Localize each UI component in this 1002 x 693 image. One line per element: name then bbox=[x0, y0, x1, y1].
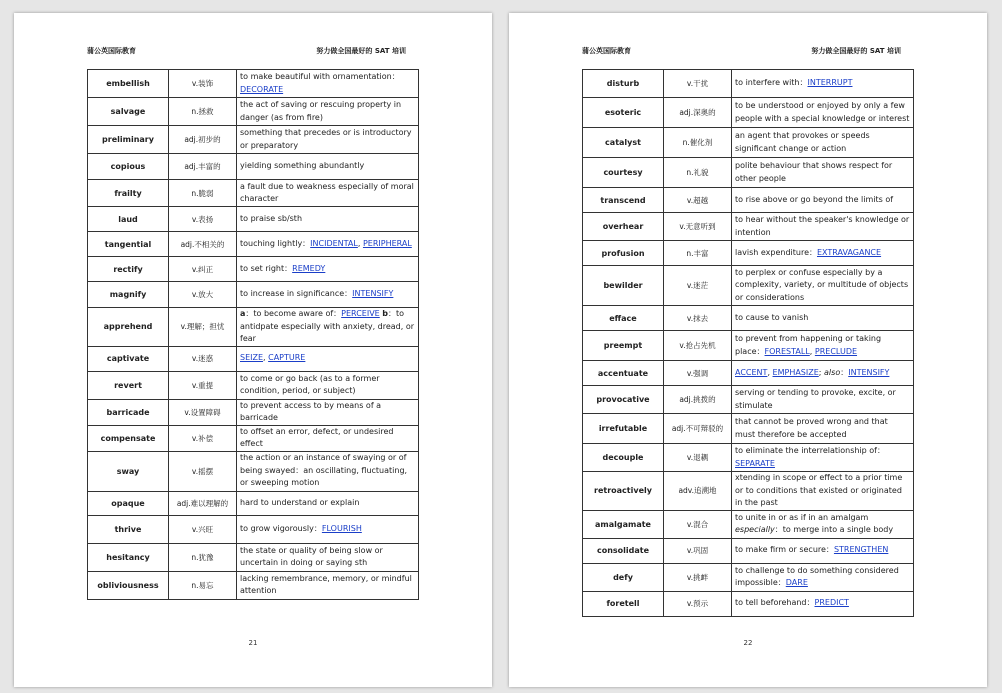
table-row bbox=[583, 331, 914, 361]
definition bbox=[732, 591, 914, 616]
page-number: 21 bbox=[248, 639, 258, 647]
vocab-word: irrefutable bbox=[583, 414, 664, 444]
definition-text: to cause to vanish bbox=[735, 312, 809, 322]
part-of-speech: adj.难以理解的 bbox=[169, 491, 237, 515]
definition-text: the state or quality of being slow or uncertain in doing or saying sth bbox=[240, 545, 383, 567]
table-row bbox=[583, 213, 914, 241]
definition-text: to offset an error, defect, or undesired effect bbox=[240, 426, 394, 448]
table-row bbox=[88, 371, 419, 399]
definition-text: especially bbox=[735, 525, 775, 534]
definition-text: xtending in scope or effect to a prior time or to conditions that existed or originated in the past bbox=[735, 473, 903, 507]
vocab-word: laud bbox=[88, 207, 169, 232]
table-row bbox=[88, 308, 419, 347]
document-page-21 bbox=[14, 13, 492, 687]
definition bbox=[732, 361, 914, 386]
part-of-speech: v.兴旺 bbox=[169, 515, 237, 543]
definition-text: to make beautiful with ornamentation： bbox=[240, 72, 400, 81]
definition-text: to eliminate the interrelationship of： bbox=[735, 446, 885, 455]
vocab-word: obliviousness bbox=[88, 571, 169, 599]
definition-text: lacking remembrance, memory, or mindful attention bbox=[240, 573, 412, 595]
vocab-word: efface bbox=[583, 306, 664, 331]
table-row bbox=[88, 451, 419, 491]
part-of-speech: n.易忘 bbox=[169, 571, 237, 599]
vocab-word: defy bbox=[583, 563, 664, 591]
part-of-speech: v.退耦 bbox=[664, 444, 732, 472]
part-of-speech: v.巩固 bbox=[664, 538, 732, 563]
vocab-word: hesitancy bbox=[88, 543, 169, 571]
vocab-word: captivate bbox=[88, 346, 169, 371]
definition-text: to increase in significance： bbox=[240, 289, 353, 299]
synonym-link[interactable]: PRECLUDE bbox=[814, 346, 858, 356]
synonym-link[interactable]: INTENSIFY bbox=[352, 289, 394, 299]
synonym-link[interactable]: PREDICT bbox=[814, 598, 849, 608]
vocab-word: magnify bbox=[88, 282, 169, 308]
definition bbox=[237, 346, 419, 371]
definition-text: to prevent access to by means of a barricade bbox=[240, 400, 382, 422]
part-of-speech: v.表扬 bbox=[169, 207, 237, 232]
definition-text: to interfere with： bbox=[735, 78, 808, 88]
part-of-speech: n.催化剂 bbox=[664, 128, 732, 158]
table-row bbox=[583, 128, 914, 158]
table-row bbox=[583, 472, 914, 511]
vocab-word: bewilder bbox=[583, 266, 664, 306]
definition-text: that cannot be proved wrong and that must therefore be accepted bbox=[735, 417, 888, 439]
part-of-speech: n.拯救 bbox=[169, 98, 237, 126]
table-row bbox=[88, 515, 419, 543]
synonym-link[interactable]: CAPTURE bbox=[268, 353, 306, 363]
part-of-speech: v.干扰 bbox=[664, 70, 732, 98]
synonym-link[interactable]: SEPARATE bbox=[735, 458, 775, 468]
vocab-word: overhear bbox=[583, 213, 664, 241]
part-of-speech: v.无意听到 bbox=[664, 213, 732, 241]
header-org: 蒲公英国际教育 bbox=[87, 47, 136, 55]
definition bbox=[732, 444, 914, 472]
definition bbox=[732, 306, 914, 331]
synonym-link[interactable]: EMPHASIZE bbox=[772, 367, 819, 377]
definition-text: touching lightly： bbox=[240, 238, 311, 248]
definition bbox=[732, 98, 914, 128]
definition-text: to praise sb/sth bbox=[240, 213, 303, 223]
definition bbox=[237, 98, 419, 126]
part-of-speech: n.犹豫 bbox=[169, 543, 237, 571]
definition bbox=[732, 158, 914, 188]
part-of-speech: v.混合 bbox=[664, 510, 732, 538]
definition bbox=[732, 266, 914, 306]
definition bbox=[237, 232, 419, 257]
synonym-link[interactable]: FLOURISH bbox=[321, 523, 362, 533]
part-of-speech: v.抹去 bbox=[664, 306, 732, 331]
definition-text: polite behaviour that shows respect for other people bbox=[735, 161, 893, 183]
header-org: 蒲公英国际教育 bbox=[582, 47, 631, 55]
table-row bbox=[88, 180, 419, 207]
vocab-word: profusion bbox=[583, 241, 664, 266]
part-of-speech: v.装饰 bbox=[169, 70, 237, 98]
header-slogan: 努力做全国最好的 SAT 培训 bbox=[316, 47, 406, 55]
definition-text: ：to merge into a single body bbox=[774, 525, 894, 534]
vocab-word: salvage bbox=[88, 98, 169, 126]
part-of-speech: v.设置障碍 bbox=[169, 399, 237, 425]
table-row bbox=[88, 491, 419, 515]
part-of-speech: adj.挑拨的 bbox=[664, 386, 732, 414]
vocab-word: preliminary bbox=[88, 126, 169, 154]
vocab-word: apprehend bbox=[88, 308, 169, 347]
part-of-speech: n.脆弱 bbox=[169, 180, 237, 207]
definition-text: to perplex or confuse especially by a complexity, variety, or multitude of objects or considerations bbox=[735, 267, 909, 302]
part-of-speech: v.纠正 bbox=[169, 257, 237, 282]
definition-text: , bbox=[767, 367, 773, 377]
synonym-link[interactable]: STRENGTHEN bbox=[833, 545, 889, 555]
vocab-word: foretell bbox=[583, 591, 664, 616]
definition bbox=[237, 399, 419, 425]
vocab-word: copious bbox=[88, 154, 169, 180]
table-row bbox=[583, 98, 914, 128]
table-row bbox=[88, 70, 419, 98]
part-of-speech: adj.初步的 bbox=[169, 126, 237, 154]
definition bbox=[237, 425, 419, 451]
part-of-speech: n.丰富 bbox=[664, 241, 732, 266]
definition-text: an agent that provokes or speeds significant change or action bbox=[735, 131, 870, 153]
definition-text: to unite in or as if in an amalgam bbox=[735, 512, 869, 522]
vocab-word: accentuate bbox=[583, 361, 664, 386]
definition bbox=[732, 472, 914, 511]
definition bbox=[732, 563, 914, 591]
definition-text: to come or go back (as to a former condition, period, or subject) bbox=[240, 373, 380, 395]
definition-text: the act of saving or rescuing property in danger (as from fire) bbox=[240, 100, 402, 122]
table-row bbox=[88, 543, 419, 571]
part-of-speech: n.礼貌 bbox=[664, 158, 732, 188]
part-of-speech: v.放大 bbox=[169, 282, 237, 308]
table-row bbox=[88, 399, 419, 425]
vocab-word: courtesy bbox=[583, 158, 664, 188]
synonym-link[interactable]: DECORATE bbox=[240, 84, 284, 94]
part-of-speech: v.重提 bbox=[169, 371, 237, 399]
table-row bbox=[583, 386, 914, 414]
vocab-word: disturb bbox=[583, 70, 664, 98]
table-row bbox=[583, 361, 914, 386]
definition bbox=[237, 543, 419, 571]
definition bbox=[237, 257, 419, 282]
definition-text: to prevent from happening or taking place： bbox=[735, 334, 882, 356]
vocab-table bbox=[87, 69, 419, 600]
definition bbox=[237, 308, 419, 347]
vocab-table bbox=[582, 69, 914, 617]
definition bbox=[237, 126, 419, 154]
part-of-speech: v.抢占先机 bbox=[664, 331, 732, 361]
synonym-link[interactable]: ACCENT bbox=[735, 367, 768, 377]
table-row bbox=[88, 571, 419, 599]
vocab-word: frailty bbox=[88, 180, 169, 207]
vocab-word: opaque bbox=[88, 491, 169, 515]
table-row bbox=[88, 346, 419, 371]
table-row bbox=[88, 207, 419, 232]
definition-text: to rise above or go beyond the limits of bbox=[735, 194, 894, 204]
part-of-speech: adj.丰富的 bbox=[169, 154, 237, 180]
definition bbox=[732, 386, 914, 414]
definition bbox=[237, 282, 419, 308]
table-row bbox=[583, 444, 914, 472]
definition bbox=[732, 331, 914, 361]
vocab-word: esoteric bbox=[583, 98, 664, 128]
definition bbox=[732, 188, 914, 213]
table-row bbox=[88, 257, 419, 282]
definition-text: to tell beforehand： bbox=[735, 598, 815, 608]
definition-text: a fault due to weakness especially of moral character bbox=[240, 181, 414, 203]
definition-text: , bbox=[809, 346, 815, 356]
vocab-word: sway bbox=[88, 451, 169, 491]
definition-text: serving or tending to provoke, excite, or stimulate bbox=[735, 388, 896, 410]
synonym-link[interactable]: REMEDY bbox=[292, 263, 326, 273]
definition bbox=[237, 515, 419, 543]
synonym-link[interactable]: INTERRUPT bbox=[807, 78, 853, 88]
definition bbox=[237, 180, 419, 207]
definition-text: ; bbox=[818, 367, 825, 377]
definition bbox=[732, 70, 914, 98]
part-of-speech: adv.追溯地 bbox=[664, 472, 732, 511]
definition-text: to set right： bbox=[240, 263, 293, 273]
vocab-word: thrive bbox=[88, 515, 169, 543]
part-of-speech: v.迷茫 bbox=[664, 266, 732, 306]
table-row bbox=[583, 538, 914, 563]
definition bbox=[237, 371, 419, 399]
part-of-speech: v.摇摆 bbox=[169, 451, 237, 491]
vocab-word: decouple bbox=[583, 444, 664, 472]
synonym-link[interactable]: SEIZE bbox=[240, 353, 264, 363]
synonym-link[interactable]: INTENSIFY bbox=[848, 367, 890, 377]
table-row bbox=[583, 70, 914, 98]
definition-text: to be understood or enjoyed by only a few people with a special knowledge or interest bbox=[735, 101, 910, 123]
vocab-word: transcend bbox=[583, 188, 664, 213]
table-row bbox=[88, 282, 419, 308]
synonym-link[interactable]: DARE bbox=[785, 578, 808, 587]
table-row bbox=[88, 232, 419, 257]
table-row bbox=[583, 563, 914, 591]
table-row bbox=[583, 266, 914, 306]
table-row bbox=[88, 425, 419, 451]
part-of-speech: adj.深奥的 bbox=[664, 98, 732, 128]
definition bbox=[732, 128, 914, 158]
part-of-speech: adj.不相关的 bbox=[169, 232, 237, 257]
part-of-speech: v.迷惑 bbox=[169, 346, 237, 371]
table-row bbox=[583, 510, 914, 538]
definition bbox=[237, 491, 419, 515]
definition-text: ：to antidpate especially with anxiety, dread, or fear bbox=[240, 309, 415, 343]
vocab-word: retroactively bbox=[583, 472, 664, 511]
definition-text: a bbox=[240, 309, 246, 318]
definition bbox=[237, 451, 419, 491]
vocab-word: provocative bbox=[583, 386, 664, 414]
synonym-link[interactable]: PERIPHERAL bbox=[362, 238, 412, 248]
header-slogan: 努力做全国最好的 SAT 培训 bbox=[811, 47, 901, 55]
definition-text: , bbox=[263, 353, 269, 363]
definition-text: something that precedes or is introductory or preparatory bbox=[240, 128, 412, 150]
definition bbox=[732, 213, 914, 241]
definition bbox=[732, 414, 914, 444]
vocab-word: barricade bbox=[88, 399, 169, 425]
table-row bbox=[583, 158, 914, 188]
definition-text: to hear without the speaker's knowledge or intention bbox=[735, 215, 910, 237]
definition-text: to challenge to do something considered impossible： bbox=[735, 565, 899, 587]
definition bbox=[237, 154, 419, 180]
part-of-speech: adj.不可辩驳的 bbox=[664, 414, 732, 444]
definition bbox=[237, 70, 419, 98]
definition-text: to grow vigorously： bbox=[240, 523, 322, 533]
synonym-link[interactable]: INCIDENTAL bbox=[310, 238, 358, 248]
definition-text: yielding something abundantly bbox=[240, 161, 365, 171]
definition-text: ：to become aware of： bbox=[245, 309, 342, 318]
part-of-speech: v.补偿 bbox=[169, 425, 237, 451]
synonym-link[interactable]: PERCEIVE bbox=[341, 309, 380, 318]
definition bbox=[732, 510, 914, 538]
definition bbox=[732, 241, 914, 266]
definition-text: hard to understand or explain bbox=[240, 497, 360, 507]
table-row bbox=[583, 414, 914, 444]
definition-text: lavish expenditure： bbox=[735, 247, 817, 257]
table-row bbox=[88, 126, 419, 154]
definition-text: b bbox=[382, 309, 389, 318]
synonym-link[interactable]: EXTRAVAGANCE bbox=[817, 247, 882, 257]
document-page-22 bbox=[509, 13, 987, 687]
table-row bbox=[88, 98, 419, 126]
part-of-speech: v.强调 bbox=[664, 361, 732, 386]
vocab-word: compensate bbox=[88, 425, 169, 451]
part-of-speech: v.挑衅 bbox=[664, 563, 732, 591]
definition bbox=[732, 538, 914, 563]
table-row bbox=[583, 241, 914, 266]
definition-text: , bbox=[357, 238, 363, 248]
synonym-link[interactable]: FORESTALL bbox=[764, 346, 810, 356]
part-of-speech: v.预示 bbox=[664, 591, 732, 616]
definition-text: the action or an instance of swaying or of being swayed：an oscillating, fluctuating, or sweeping motion bbox=[240, 453, 408, 488]
part-of-speech: v.理解；担忧 bbox=[169, 308, 237, 347]
vocab-word: amalgamate bbox=[583, 510, 664, 538]
table-row bbox=[583, 306, 914, 331]
vocab-word: rectify bbox=[88, 257, 169, 282]
vocab-word: embellish bbox=[88, 70, 169, 98]
vocab-word: catalyst bbox=[583, 128, 664, 158]
vocab-word: consolidate bbox=[583, 538, 664, 563]
definition bbox=[237, 207, 419, 232]
definition-text: to make firm or secure： bbox=[735, 545, 834, 555]
table-row bbox=[583, 188, 914, 213]
table-row bbox=[88, 154, 419, 180]
definition-text: ： bbox=[840, 367, 849, 377]
part-of-speech: v.超越 bbox=[664, 188, 732, 213]
vocab-word: preempt bbox=[583, 331, 664, 361]
definition bbox=[237, 571, 419, 599]
vocab-word: tangential bbox=[88, 232, 169, 257]
vocab-word: revert bbox=[88, 371, 169, 399]
page-number: 22 bbox=[743, 639, 753, 647]
table-row bbox=[583, 591, 914, 616]
definition-text: also bbox=[824, 367, 841, 377]
